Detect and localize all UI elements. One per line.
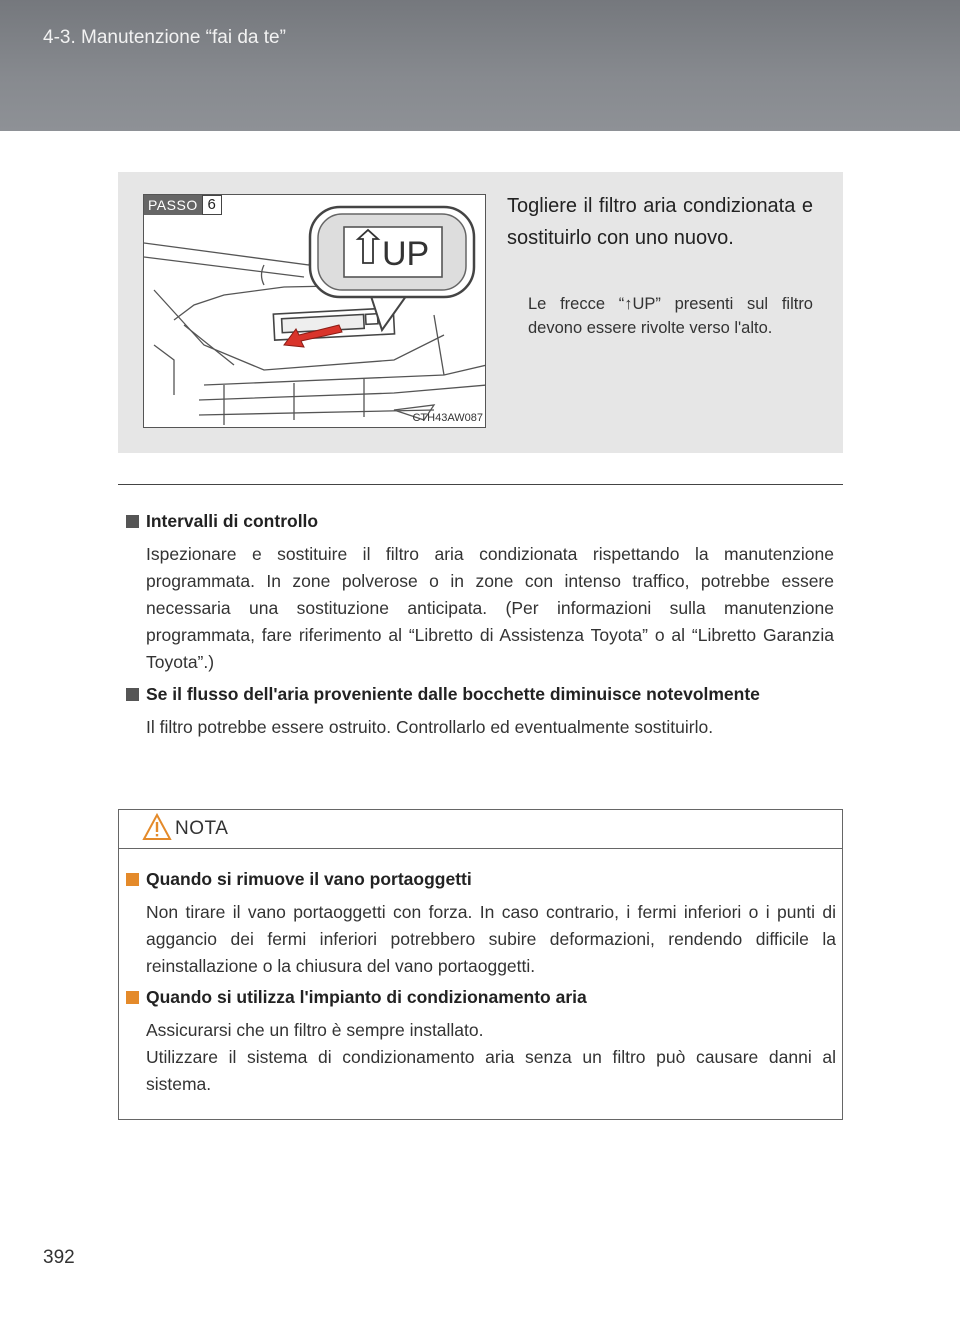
step-number: 6: [202, 195, 222, 215]
nota-item-ac: [126, 984, 836, 1098]
nota-item-heading: Quando si rimuove il vano portaoggetti: [126, 866, 836, 893]
nota-body-line: Utilizzare il sistema di condizionamento aria senza un filtro può causare danni al sistema.: [146, 1047, 836, 1094]
section-heading: Se il flusso dell'aria proveniente dalle bocchette diminuisce notevolmente: [126, 681, 834, 708]
nota-item-heading: Quando si utilizza l'impianto di condizionamento aria: [126, 984, 836, 1011]
info-section-intervals: [126, 508, 834, 676]
up-label: UP: [382, 235, 430, 273]
bullet-square-icon: [126, 688, 139, 701]
nota-title: NOTA: [175, 818, 229, 839]
nota-body-line: Assicurarsi che un filtro è sempre installato.: [146, 1020, 484, 1040]
step-panel: [118, 172, 843, 453]
info-section-airflow: [126, 681, 834, 741]
step-note: Le frecce “↑UP” presenti sul filtro devono essere rivolte verso l'alto.: [528, 295, 813, 337]
section-heading: Intervalli di controllo: [126, 508, 834, 535]
step-label: PASSO: [144, 195, 202, 215]
bullet-square-icon: [126, 991, 139, 1004]
nota-item-glovebox: [126, 866, 836, 980]
warning-icon: [142, 813, 172, 841]
page-header: [0, 0, 960, 131]
step-instruction: Togliere il filtro aria condizionata e sostituirlo con uno nuovo.: [507, 195, 813, 249]
section-body: Ispezionare e sostituire il filtro aria condizionata rispettando la manutenzione programmata. In zone polverose o in zone con intenso traffico, potrebbe essere necessaria una sostituzione anticipata. (Per informazioni sulla manutenzione programmata, fare riferimento al “Libretto di Assistenza Toyota” o al “Libretto Garanzia Toyota”.): [146, 544, 834, 672]
section-body: Il filtro potrebbe essere ostruito. Controllarlo ed eventualmente sostituirlo.: [146, 717, 714, 737]
bullet-square-icon: [126, 873, 139, 886]
section-title: 4-3. Manutenzione “fai da te”: [43, 27, 286, 48]
section-divider: [118, 484, 843, 485]
bullet-square-icon: [126, 515, 139, 528]
step-badge: [144, 195, 222, 215]
nota-box: [118, 809, 843, 1120]
nota-item-body: [126, 1017, 836, 1098]
nota-header: [119, 810, 842, 849]
page-number: 392: [43, 1247, 75, 1268]
step-illustration: [143, 194, 486, 428]
glovebox-filter-drawing: [144, 195, 486, 428]
figure-code: CTH43AW087: [412, 412, 483, 424]
nota-item-body: Non tirare il vano portaoggetti con forza. In caso contrario, i fermi inferiori o i punti di aggancio dei fermi inferiori potrebbero subire deformazioni, rendendo difficile la reinstallazione o la chiusura del vano portaoggetti.: [146, 902, 836, 976]
